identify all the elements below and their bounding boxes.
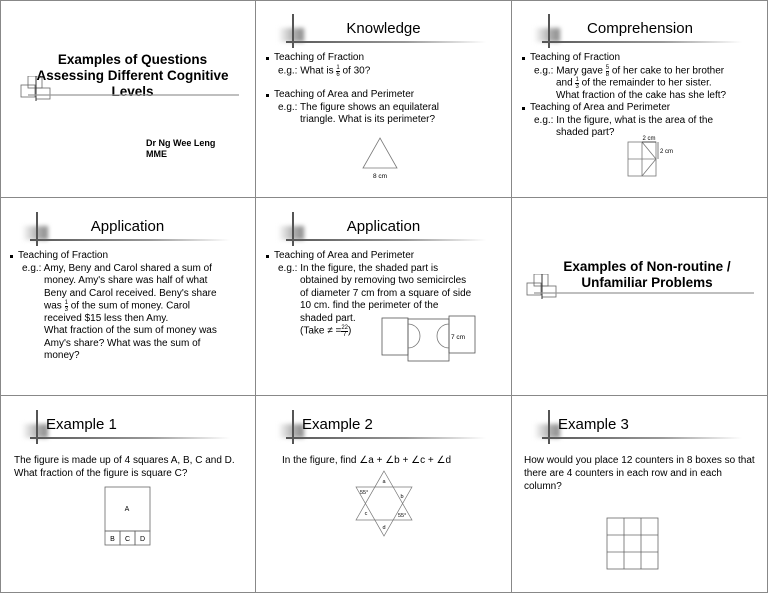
semicircle-figure	[380, 314, 480, 364]
text: What fraction of the sum of money was	[44, 325, 217, 336]
svg-text:2 cm: 2 cm	[642, 136, 656, 142]
fraction: $\frac{1}{3}$	[64, 300, 68, 313]
bullet: Teaching of Area and Perimeter	[266, 89, 507, 102]
bullet: Teaching of Fraction	[266, 52, 507, 65]
slide-heading: Example 1	[46, 416, 117, 433]
text: of 30?	[342, 65, 371, 77]
squares-figure	[104, 486, 154, 546]
star-figure	[354, 470, 416, 538]
svg-text:A: A	[124, 506, 130, 513]
fraction: $\frac{22}{7}$	[341, 325, 349, 338]
slide-heading: Application	[346, 218, 421, 235]
fraction: $\frac{1}{6}$	[336, 64, 340, 78]
slide-example-1	[0, 396, 256, 593]
svg-text:8 cm: 8 cm	[372, 173, 388, 180]
slide-section-nonroutine	[512, 198, 768, 396]
bullet: Teaching of Fraction	[522, 52, 764, 65]
slide-comprehension	[512, 0, 768, 198]
question-text: How would you place 12 counters in 8 boxes so that there are 4 counters in each row and in each column?	[524, 455, 755, 492]
text: 10 cm. find the perimeter of the	[300, 300, 439, 311]
svg-text:a: a	[382, 479, 386, 485]
slide-heading: Application	[90, 218, 165, 235]
svg-text:55°: 55°	[398, 513, 407, 519]
text: What fraction of the cake has she left?	[556, 89, 727, 101]
text: e.g.: In the figure, what is the area of the	[534, 114, 713, 126]
text: triangle. What is its perimeter?	[300, 114, 436, 125]
text: )	[348, 325, 352, 337]
svg-text:2 cm: 2 cm	[660, 149, 674, 155]
svg-text:D: D	[139, 536, 146, 543]
title-line: Unfamiliar Problems	[581, 275, 713, 290]
text: e.g.: The figure shows an equilateral	[278, 101, 440, 113]
title-line: Examples of Questions	[57, 52, 208, 67]
title-line: Examples of Non-routine /	[563, 259, 731, 274]
squares-logo-icon	[20, 76, 240, 102]
text: of the remainder to her sister.	[581, 77, 712, 89]
text: obtained by removing two semicircles	[300, 275, 467, 286]
text: received $15 less then Amy.	[44, 312, 169, 324]
slide-application-area	[256, 198, 512, 396]
svg-text:b: b	[400, 494, 404, 500]
slide-heading: Example 3	[558, 416, 629, 433]
svg-text:C: C	[124, 536, 131, 543]
author-org: MME	[146, 149, 167, 159]
bullet: Teaching of Area and Perimeter	[266, 250, 507, 263]
svg-text:c: c	[364, 511, 368, 517]
text: of diameter 7 cm from a square of side	[300, 287, 472, 299]
fraction: $\frac{1}{3}$	[575, 77, 579, 90]
svg-text:B: B	[110, 536, 115, 543]
slide-heading: Comprehension	[587, 20, 693, 37]
svg-text:7 cm: 7 cm	[451, 334, 466, 341]
text: Amy's share? What was the sum of	[44, 337, 201, 349]
grid-3x3-figure	[606, 517, 660, 571]
triangle-figure	[360, 136, 400, 182]
text: e.g.: Mary gave	[534, 65, 603, 77]
text: and	[556, 77, 573, 89]
slide-application-fraction	[0, 198, 256, 396]
text: shaded part.	[300, 312, 356, 324]
slide-heading: Knowledge	[346, 20, 421, 37]
fraction: $\frac{5}{8}$	[605, 64, 610, 78]
bullet: Teaching of Fraction	[10, 250, 251, 263]
text: shaded part?	[556, 127, 615, 138]
question-text: The figure is made up of 4 squares A, B, C and D. What fraction of the figure is square C?	[14, 455, 235, 479]
text: Beny and Carol received. Beny's share	[44, 287, 217, 299]
slide-example-2	[256, 396, 512, 593]
title-line: Levels	[111, 84, 154, 99]
svg-text:55°: 55°	[360, 490, 369, 496]
square-figure	[626, 134, 686, 178]
text: money. Amy's share was half of what	[44, 275, 208, 286]
slide-title	[0, 0, 256, 198]
text: e.g.: In the figure, the shaded part is	[278, 262, 439, 274]
text: of her cake to her brother	[611, 65, 725, 77]
bullet: Teaching of Area and Perimeter	[522, 102, 764, 115]
slide-heading: Example 2	[302, 416, 373, 433]
svg-text:d: d	[382, 525, 386, 531]
title-line: Assessing Different Cognitive	[36, 68, 229, 83]
text: of the sum of money. Carol	[70, 300, 191, 312]
text: (Take ≠ =	[300, 325, 342, 337]
text: was	[44, 300, 62, 312]
squares-logo-icon	[526, 274, 756, 300]
author-name: Dr Ng Wee Leng	[146, 138, 216, 148]
slide-knowledge	[256, 0, 512, 198]
text: e.g.: Amy, Beny and Carol shared a sum of	[22, 262, 212, 274]
text: e.g.: What is	[278, 65, 334, 77]
question-text: In the figure, find ∠a + ∠b + ∠c + ∠d	[282, 455, 452, 466]
slide-example-3	[512, 396, 768, 593]
text: money?	[44, 350, 80, 361]
